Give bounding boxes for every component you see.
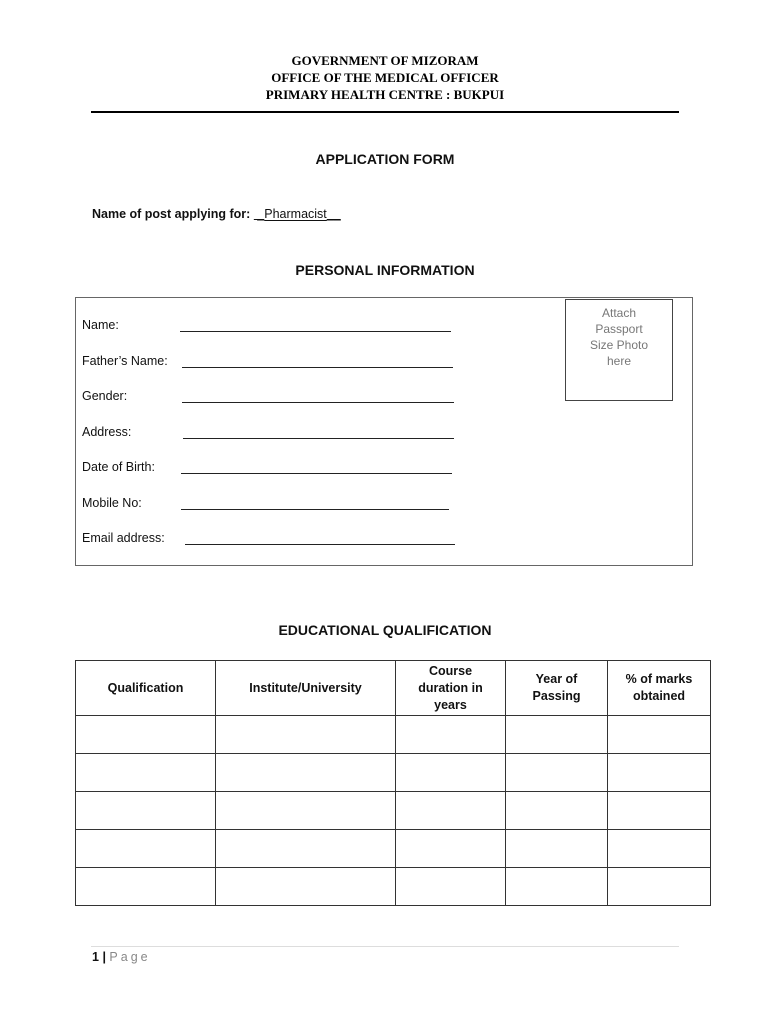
table-cell[interactable] bbox=[396, 830, 506, 868]
institute-header: Institute/University bbox=[216, 661, 396, 716]
table-cell[interactable] bbox=[216, 868, 396, 906]
education-title: EDUCATIONAL QUALIFICATION bbox=[278, 622, 492, 638]
photo-text-line: Size Photo bbox=[589, 338, 649, 352]
fathers-name-field[interactable] bbox=[182, 367, 453, 368]
table-cell[interactable] bbox=[396, 868, 506, 906]
table-cell[interactable] bbox=[506, 792, 608, 830]
table-cell[interactable] bbox=[216, 792, 396, 830]
fathers-name-label: Father’s Name: bbox=[82, 354, 168, 368]
table-cell[interactable] bbox=[608, 868, 711, 906]
date-of-birth-label: Date of Birth: bbox=[82, 460, 155, 474]
gender-field[interactable] bbox=[182, 402, 454, 403]
table-cell[interactable] bbox=[76, 716, 216, 754]
passport-photo-box[interactable] bbox=[565, 299, 673, 401]
page-word: Page bbox=[109, 950, 151, 964]
table-cell[interactable] bbox=[396, 716, 506, 754]
email-label: Email address: bbox=[82, 531, 165, 545]
table-cell[interactable] bbox=[506, 830, 608, 868]
table-cell[interactable] bbox=[608, 716, 711, 754]
form-title: APPLICATION FORM bbox=[315, 151, 455, 167]
table-row bbox=[76, 754, 711, 792]
photo-text-line: here bbox=[606, 354, 632, 368]
table-row bbox=[76, 830, 711, 868]
date-of-birth-field[interactable] bbox=[181, 473, 452, 474]
document-header bbox=[0, 52, 770, 103]
table-cell[interactable] bbox=[76, 754, 216, 792]
table-cell[interactable] bbox=[396, 754, 506, 792]
photo-text-line: Attach bbox=[601, 306, 637, 320]
table-cell[interactable] bbox=[76, 830, 216, 868]
page-footer bbox=[92, 950, 151, 964]
header-line-office: OFFICE OF THE MEDICAL OFFICER bbox=[271, 70, 499, 85]
personal-info-title: PERSONAL INFORMATION bbox=[295, 262, 475, 278]
education-table bbox=[75, 660, 711, 906]
table-cell[interactable] bbox=[506, 716, 608, 754]
table-cell[interactable] bbox=[76, 792, 216, 830]
table-cell[interactable] bbox=[216, 754, 396, 792]
marks-header: % of marks obtained bbox=[608, 661, 711, 716]
table-cell[interactable] bbox=[76, 868, 216, 906]
photo-text-line: Passport bbox=[595, 322, 643, 336]
header-line-government: GOVERNMENT OF MIZORAM bbox=[291, 53, 479, 68]
table-cell[interactable] bbox=[216, 830, 396, 868]
duration-header: Course duration in years bbox=[396, 661, 506, 716]
gender-label: Gender: bbox=[82, 389, 128, 403]
table-cell[interactable] bbox=[608, 792, 711, 830]
education-header-row bbox=[76, 661, 711, 716]
header-divider bbox=[91, 111, 679, 113]
email-field[interactable] bbox=[185, 544, 455, 545]
name-label: Name: bbox=[82, 318, 119, 332]
table-row bbox=[76, 716, 711, 754]
post-value[interactable]: Pharmacist bbox=[264, 207, 327, 221]
year-header: Year of Passing bbox=[506, 661, 608, 716]
table-row bbox=[76, 868, 711, 906]
table-cell[interactable] bbox=[506, 754, 608, 792]
post-label: Name of post applying for: bbox=[92, 207, 251, 221]
address-field[interactable] bbox=[183, 438, 454, 439]
table-cell[interactable] bbox=[506, 868, 608, 906]
post-applying-row: Name of post applying for: _Pharmacist__ bbox=[92, 207, 341, 221]
page-separator: | bbox=[102, 950, 106, 964]
table-cell[interactable] bbox=[608, 830, 711, 868]
mobile-field[interactable] bbox=[181, 509, 449, 510]
table-cell[interactable] bbox=[216, 716, 396, 754]
table-cell[interactable] bbox=[396, 792, 506, 830]
footer-divider bbox=[91, 946, 679, 947]
name-field[interactable] bbox=[180, 331, 451, 332]
page-number: 1 bbox=[92, 950, 99, 964]
table-cell[interactable] bbox=[608, 754, 711, 792]
header-line-centre: PRIMARY HEALTH CENTRE : BUKPUI bbox=[265, 87, 505, 102]
qualification-header: Qualification bbox=[76, 661, 216, 716]
table-row bbox=[76, 792, 711, 830]
mobile-label: Mobile No: bbox=[82, 496, 142, 510]
address-label: Address: bbox=[82, 425, 132, 439]
